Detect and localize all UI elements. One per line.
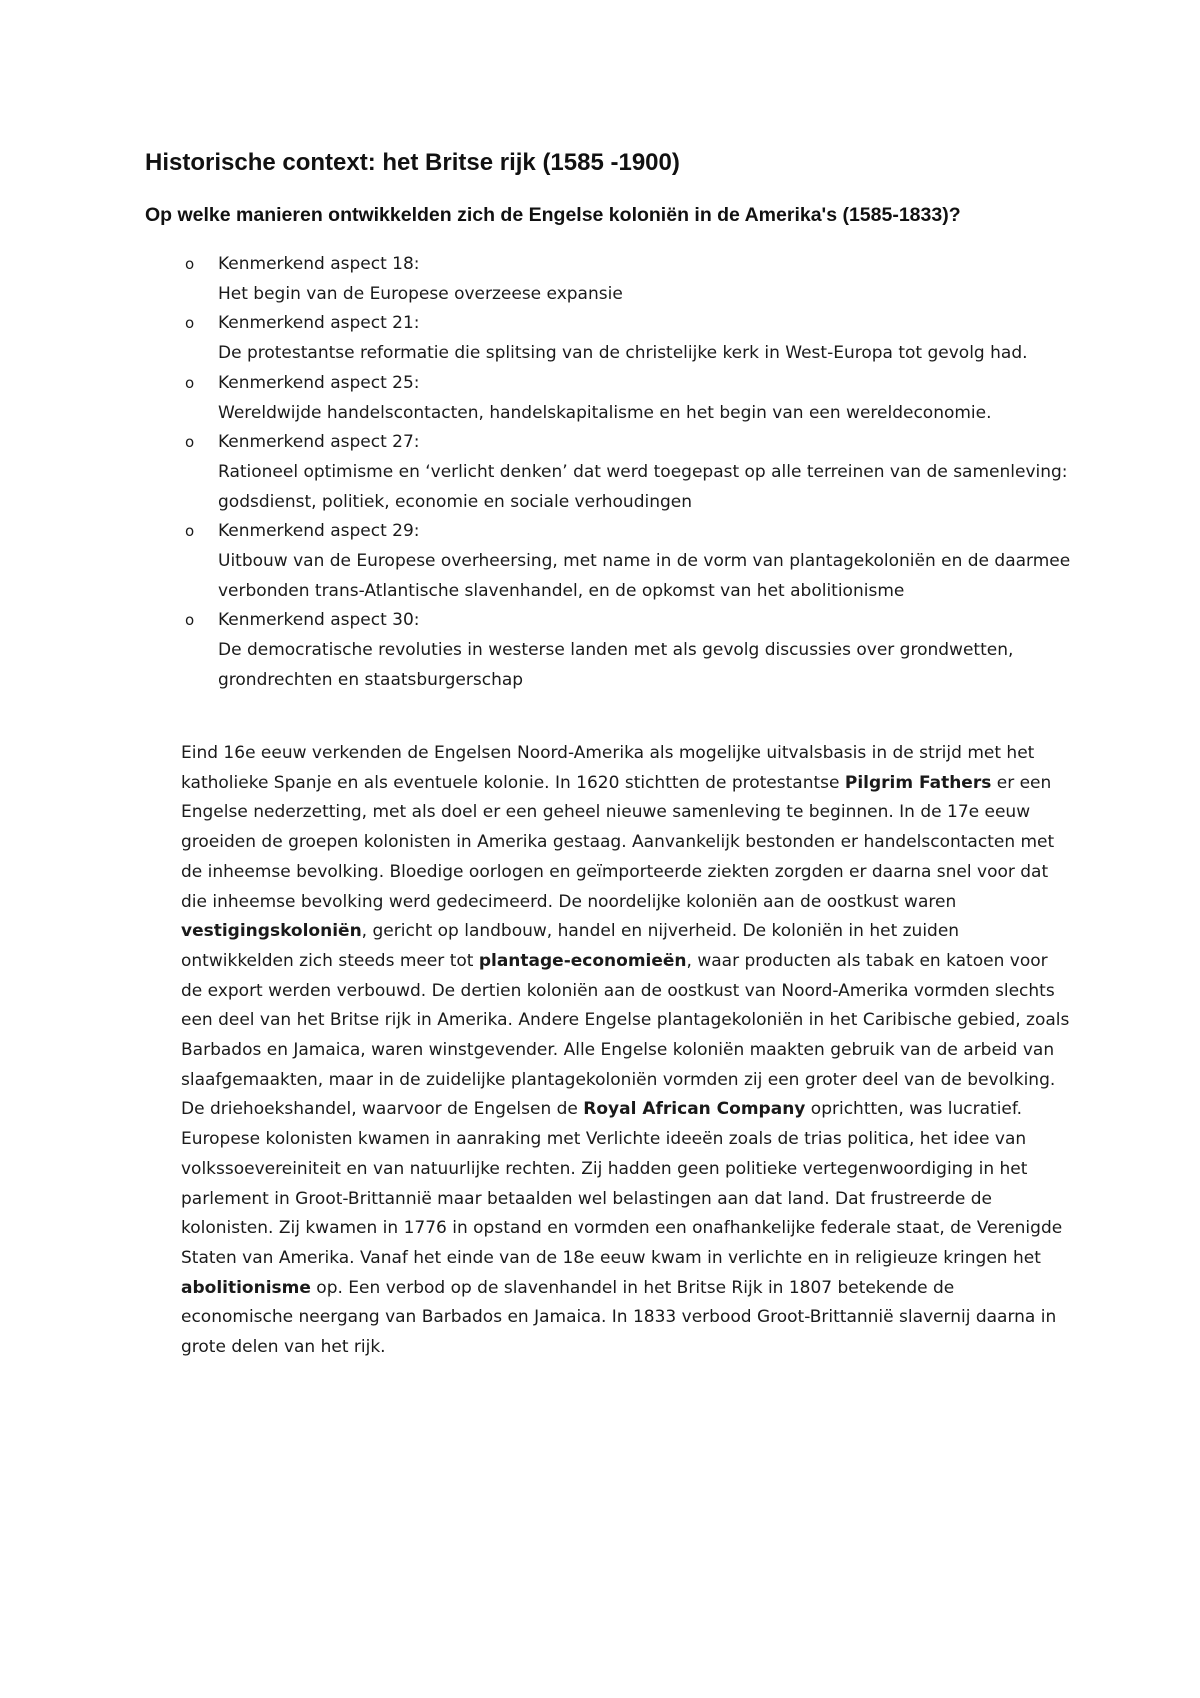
list-item — [145, 428, 1075, 517]
aspect-list — [145, 250, 1075, 696]
list-item — [145, 606, 1075, 695]
list-item — [145, 369, 1075, 428]
bullet-marker: o — [185, 611, 195, 630]
list-item — [145, 517, 1075, 606]
paragraph-text: er een Engelse nederzetting, met als doel er een geheel nieuwe samenleving te beginnen. In de 17e eeuw groeiden de groepen kolonisten in Amerika gestaag. Aanvankelijk bestonden er handelscontacten met de inheemse bevolking. Bloedige oorlogen en geïmporteerde ziekten zorgden er daarna snel voor dat die inheemse bevolking werd gedecimeerd. De noordelijke koloniën aan de oostkust waren — [181, 772, 1055, 912]
bold-term-vestigingskolonien: vestigingskoloniën — [181, 921, 362, 942]
aspect-description: Uitbouw van de Europese overheersing, met name in de vorm van plantagekoloniën en de daarmee verbonden trans-Atlantische slavenhandel, en de opkomst van het abolitionisme — [218, 551, 1071, 601]
aspect-title: Kenmerkend aspect 30: — [218, 610, 420, 631]
body-paragraph — [181, 739, 1071, 1363]
aspect-title: Kenmerkend aspect 25: — [218, 372, 420, 393]
paragraph-text: op. Een verbod op de slavenhandel in het Britse Rijk in 1807 betekende de economische neergang van Barbados en Jamaica. In 1833 verbood Groot-Brittannië slavernij daarna in grote delen van het rijk. — [181, 1277, 1057, 1358]
aspect-description: De protestantse reformatie die splitsing van de christelijke kerk in West-Europa tot gevolg had. — [218, 343, 1028, 364]
bullet-marker: o — [185, 314, 195, 333]
list-item — [145, 309, 1075, 368]
paragraph-text: , gericht op landbouw, handel en nijverheid. De koloniën in het zuiden ontwikkelden zich steeds meer tot — [181, 921, 960, 971]
aspect-description: De democratische revoluties in westerse landen met als gevolg discussies over grondwetten, grondrechten en staatsburgerschap — [218, 640, 1014, 690]
aspect-title: Kenmerkend aspect 18: — [218, 254, 420, 274]
paragraph-text: Eind 16e eeuw verkenden de Engelsen Noord-Amerika als mogelijke uitvalsbasis in de strijd met het katholieke Spanje en als eventuele kolonie. In 1620 stichtten de protestantse — [181, 743, 1035, 793]
bold-term-plantage-economieen: plantage-economieën — [478, 950, 687, 971]
paragraph-text: oprichtten, was lucratief. Europese kolonisten kwamen in aanraking met Verlichte ideeën zoals de trias politica, het idee van volkssoevereiniteit en van natuurlijke rechten. Zij hadden geen politieke vertegenwoordiging in het parlement in Groot-Brittannië maar betaalden wel belastingen aan dat land. Dat frustreerde de kolonisten. Zij kwamen in 1776 in opstand en vormden een onafhankelijke federale staat, de Verenigde Staten van Amerika. Vanaf het einde van de 18e eeuw kwam in verlichte en in religieuze kringen het — [181, 1099, 1063, 1268]
bold-term-abolitionisme: abolitionisme — [181, 1277, 311, 1298]
bullet-marker: o — [185, 522, 195, 541]
page-subtitle: Op welke manieren ontwikkelden zich de Engelse koloniën in de Amerika's (1585-1833)? — [145, 204, 961, 226]
bullet-marker: o — [185, 373, 195, 392]
page-title: Historische context: het Britse rijk (1585 -1900) — [145, 149, 680, 176]
aspect-description: Rationeel optimisme en ‘verlicht denken’ dat werd toegepast op alle terreinen van de samenleving: godsdienst, politiek, economie en sociale verhoudingen — [218, 461, 1068, 512]
aspect-title: Kenmerkend aspect 27: — [218, 432, 420, 453]
bullet-marker: o — [185, 255, 195, 273]
aspect-description: Wereldwijde handelscontacten, handelskapitalisme en het begin van een wereldeconomie. — [218, 402, 992, 423]
aspect-description: Het begin van de Europese overzeese expansie — [218, 283, 623, 304]
aspect-title: Kenmerkend aspect 21: — [218, 313, 420, 334]
list-item — [145, 250, 1075, 309]
bold-term-pilgrim-fathers: Pilgrim Fathers — [844, 772, 992, 793]
bold-term-royal-african-company: Royal African Company — [583, 1099, 806, 1120]
bullet-marker: o — [185, 433, 195, 452]
paragraph-text: , waar producten als tabak en katoen voor de export werden verbouwd. De dertien koloniën aan de oostkust van Noord-Amerika vormden slechts een deel van het Britse rijk in Amerika. Andere Engelse plantagekoloniën in het Caribische gebied, zoals Barbados en Jamaica, waren winstgevender. Alle Engelse koloniën maakten gebruik van de arbeid van slaafgemaakten, maar in de zuidelijke plantagekoloniën vormden zij een groter deel van de bevolking. De driehoekshandel, waarvoor de Engelsen de — [181, 950, 1070, 1120]
aspect-title: Kenmerkend aspect 29: — [218, 521, 420, 542]
